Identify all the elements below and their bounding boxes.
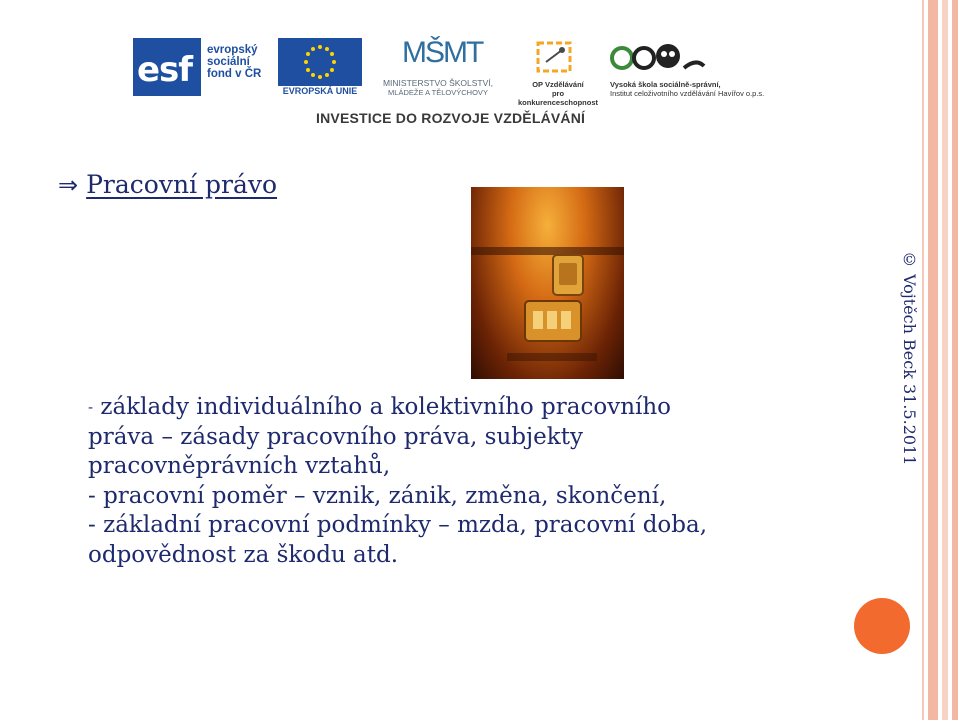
slide-title-text: Pracovní právo [86,170,278,199]
briefcase-lock-icon [471,187,624,379]
school-emblem-icon [610,40,706,76]
slide-body [88,393,848,570]
briefcase-lock-photo [471,187,624,379]
body-line: pracovněprávních vztahů, [88,453,391,479]
op-emblem-icon [534,40,574,74]
body-line: práva – zásady pracovního práva, subjekty [88,423,583,450]
eu-logo: EVROPSKÁ UNIE [278,38,362,98]
op-logo: OP Vzdělávání pro konkurenceschopnost [512,36,604,100]
body-line: - pracovní poměr – vznik, zánik, změna, skončení, [88,482,667,509]
decorative-circle [854,598,910,654]
school-logo: Vysoká škola sociálně-správní, Institut celoživotního vzdělávání Havířov o.p.s. [608,40,784,100]
investice-banner: INVESTICE DO ROZVOJE VZDĚLÁVÁNÍ [316,110,586,126]
slide-title [58,170,277,199]
arrow-icon: ⇒ [58,170,79,199]
copyright-footer: © Vojtěch Beck 31.5.2011 [900,250,919,466]
body-line: - základní pracovní podmínky – mzda, pracovní doba, [88,512,708,538]
esf-logo: esf evropský sociální fond v ČR [133,38,273,98]
logo-strip [0,0,960,140]
body-line: - základy individuálního a kolektivního pracovního [88,394,672,420]
body-line: odpovědnost za škodu atd. [88,541,399,568]
msmt-logo: MŠMT MINISTERSTVO ŠKOLSTVÍ, MLÁDEŽE A TĚLOVÝCHOVY [382,36,494,97]
eu-flag-icon [278,38,362,86]
